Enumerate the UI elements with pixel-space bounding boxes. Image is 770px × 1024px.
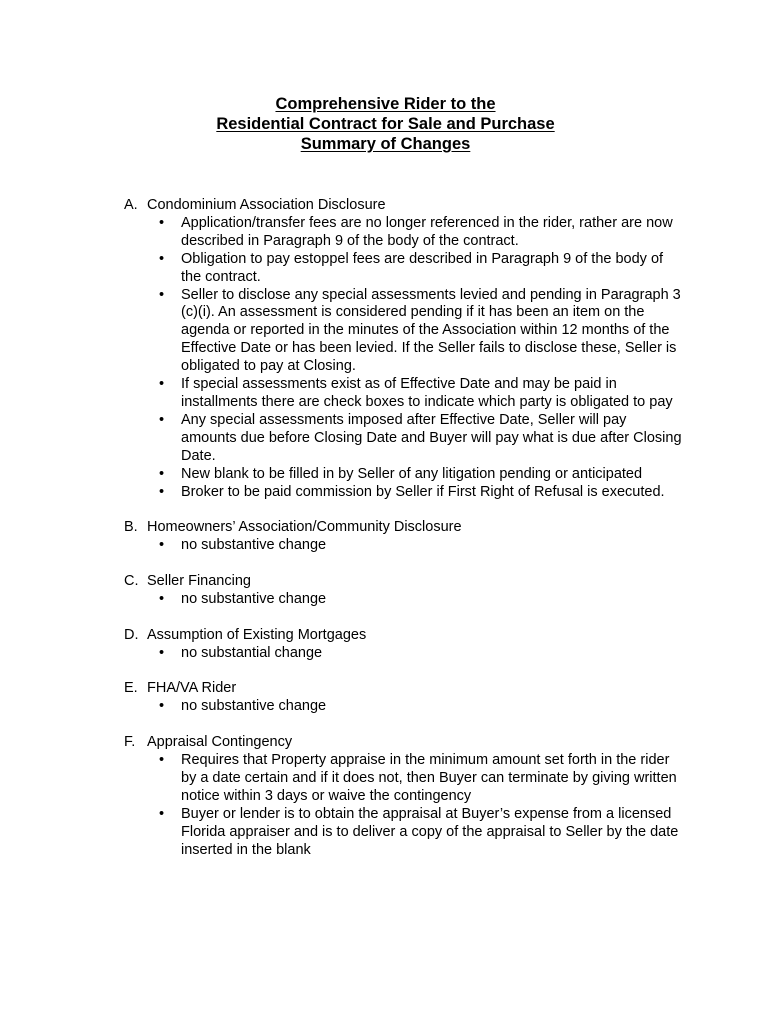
list-item xyxy=(124,752,684,806)
bullet-text: no substantive change xyxy=(181,590,327,607)
list-item xyxy=(124,806,684,860)
list-item xyxy=(124,251,684,287)
bullet-text: New blank to be filled in by Seller of any litigation pending or anticipated xyxy=(181,465,643,482)
bullet-icon: • xyxy=(159,250,165,267)
list-item xyxy=(124,376,684,412)
section-heading-text: Homeowners’ Association/Community Disclosure xyxy=(147,519,462,536)
bullet-list xyxy=(124,698,684,716)
bullet-icon: • xyxy=(159,537,165,554)
bullet-text: no substantive change xyxy=(181,537,327,554)
section xyxy=(124,627,684,663)
list-item xyxy=(124,215,684,251)
document-title xyxy=(0,94,770,154)
bullet-text: Obligation to pay estoppel fees are described in Paragraph 9 of the body of the contract. xyxy=(181,250,664,285)
section-heading-text: Condominium Association Disclosure xyxy=(147,197,386,213)
section-heading-text: Seller Financing xyxy=(147,573,251,589)
section-letter: D. xyxy=(124,626,139,643)
sections-list xyxy=(124,197,684,877)
section-heading xyxy=(124,680,684,698)
section-heading xyxy=(124,519,684,537)
list-item xyxy=(124,287,684,377)
section-letter: F. xyxy=(124,734,136,751)
title-line-2: Residential Contract for Sale and Purchase xyxy=(216,115,555,133)
section-heading xyxy=(124,734,684,752)
list-item xyxy=(124,484,684,502)
bullet-text: If special assessments exist as of Effective Date and may be paid in installments there are check boxes to indicate which party is obligated to pay xyxy=(181,376,673,410)
bullet-text: Broker to be paid commission by Seller if First Right of Refusal is executed. xyxy=(181,483,665,500)
section-heading xyxy=(124,573,684,591)
section xyxy=(124,197,684,501)
section xyxy=(124,519,684,555)
section-letter: B. xyxy=(124,519,138,536)
section-heading-text: Appraisal Contingency xyxy=(147,734,293,751)
bullet-list xyxy=(124,215,684,502)
bullet-icon: • xyxy=(159,698,165,715)
bullet-icon: • xyxy=(159,376,165,393)
list-item xyxy=(124,645,684,663)
bullet-text: Application/transfer fees are no longer referenced in the rider, rather are now described in Paragraph 9 of the body of the contract. xyxy=(181,214,673,249)
section-letter: E. xyxy=(124,680,138,697)
section xyxy=(124,734,684,859)
bullet-icon: • xyxy=(159,752,165,769)
bullet-list xyxy=(124,752,684,859)
bullet-text: Buyer or lender is to obtain the appraisal at Buyer’s expense from a licensed Florida appraiser and is to deliver a copy of the appraisal to Seller by the date inserted in the blank xyxy=(181,805,679,858)
bullet-text: no substantial change xyxy=(181,644,323,661)
section-heading-text: Assumption of Existing Mortgages xyxy=(147,626,367,643)
bullet-icon: • xyxy=(159,483,165,500)
section-heading xyxy=(124,197,684,215)
bullet-icon: • xyxy=(159,644,165,661)
bullet-text: Any special assessments imposed after Effective Date, Seller will pay amounts due before Closing Date and Buyer will pay what is due after Closing Date. xyxy=(181,411,682,464)
title-line-1: Comprehensive Rider to the xyxy=(275,95,496,113)
bullet-icon: • xyxy=(159,286,165,303)
bullet-icon: • xyxy=(159,411,165,428)
section-letter: A. xyxy=(124,197,138,213)
section xyxy=(124,680,684,716)
bullet-icon: • xyxy=(159,465,165,482)
section-heading xyxy=(124,627,684,645)
bullet-list xyxy=(124,591,684,609)
list-item xyxy=(124,537,684,555)
section xyxy=(124,573,684,609)
bullet-text: no substantive change xyxy=(181,698,327,715)
bullet-icon: • xyxy=(159,805,165,822)
list-item xyxy=(124,591,684,609)
section-letter: C. xyxy=(124,573,139,589)
list-item xyxy=(124,412,684,466)
bullet-list xyxy=(124,537,684,555)
list-item xyxy=(124,698,684,716)
title-line-3: Summary of Changes xyxy=(300,135,471,153)
bullet-list xyxy=(124,645,684,663)
bullet-text: Requires that Property appraise in the minimum amount set forth in the rider by a date certain and if it does not, then Buyer can terminate by giving written notice within 3 days or waive the contingency xyxy=(181,752,677,804)
list-item xyxy=(124,466,684,484)
bullet-text: Seller to disclose any special assessments levied and pending in Paragraph 3 (c)(i). An assessment is considered pending if it has been an item on the agenda or reported in the minutes of the Association within 12 months of the Effective Date or has been levied. If the Seller fails to disclose these, Seller is obligated to pay at Closing. xyxy=(181,286,681,375)
bullet-icon: • xyxy=(159,214,165,231)
bullet-icon: • xyxy=(159,590,165,607)
section-heading-text: FHA/VA Rider xyxy=(147,680,237,697)
